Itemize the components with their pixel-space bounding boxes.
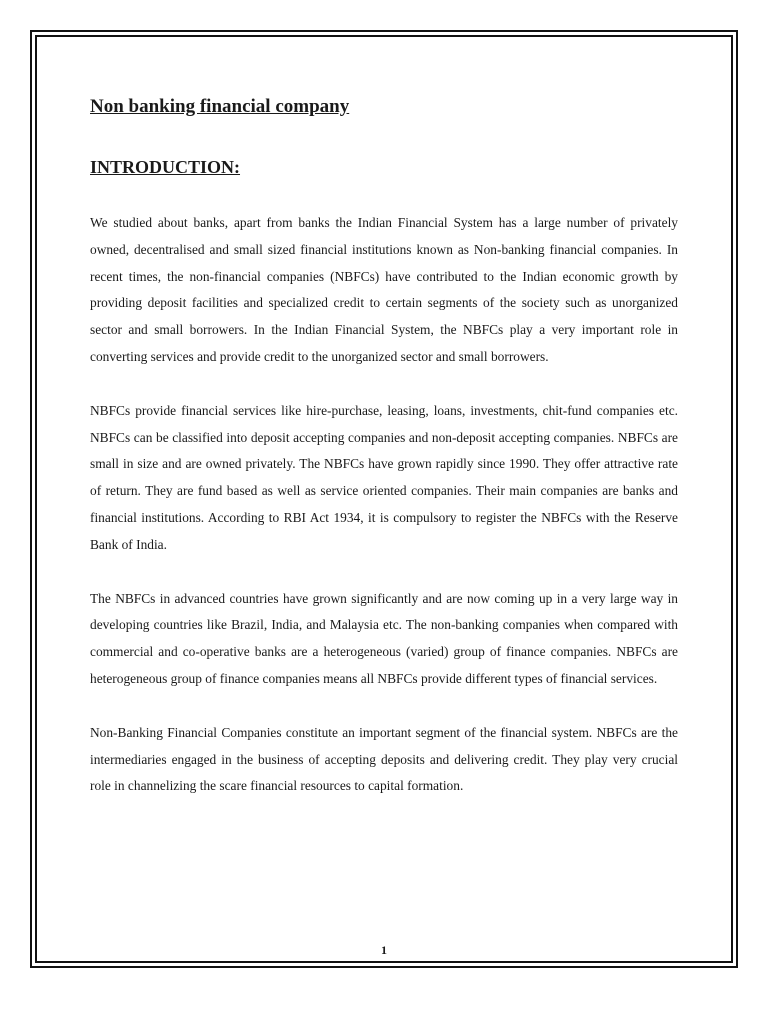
paragraph-4: Non-Banking Financial Companies constitute an important segment of the financial system. NBFCs are the intermediaries engaged in the business of accepting deposits and delivering credit. They play very crucial role in channelizing the scare financial resources to capital formation.	[90, 724, 678, 794]
document-title: Non banking financial company	[90, 96, 350, 117]
paragraph-1: We studied about banks, apart from banks the Indian Financial System has a large number of privately owned, decentralised and small sized financial institutions known as Non-banking financial companies. In recent times, the non-financial companies (NBFCs) have contributed to the Indian economic growth by providing deposit facilities and specialized credit to certain segments of the society such as unorganized sector and small borrowers. In the Indian Financial System, the NBFCs play a very important role in converting services and provide credit to the unorganized sector and small borrowers.	[90, 215, 678, 364]
paragraph-3: The NBFCs in advanced countries have grown significantly and are now coming up in a very large way in developing countries like Brazil, India, and Malaysia etc. The non-banking companies when compared with commercial and co-operative banks are a heterogeneous (varied) group of finance companies. NBFCs are heterogeneous group of finance companies means all NBFCs provide different types of financial services.	[90, 590, 678, 686]
paragraph-2: NBFCs provide financial services like hire-purchase, leasing, loans, investments, chit-fund companies etc. NBFCs can be classified into deposit accepting companies and non-deposit accepting companies. NBFCs are small in size and are owned privately. The NBFCs have grown rapidly since 1990. They offer attractive rate of return. They are fund based as well as service oriented companies. Their main companies are banks and financial institutions. According to RBI Act 1934, it is compulsory to register the NBFCs with the Reserve Bank of India.	[90, 402, 678, 552]
section-heading-introduction: INTRODUCTION:	[90, 157, 241, 177]
page-number: 1	[381, 943, 387, 957]
document-body	[90, 92, 678, 800]
